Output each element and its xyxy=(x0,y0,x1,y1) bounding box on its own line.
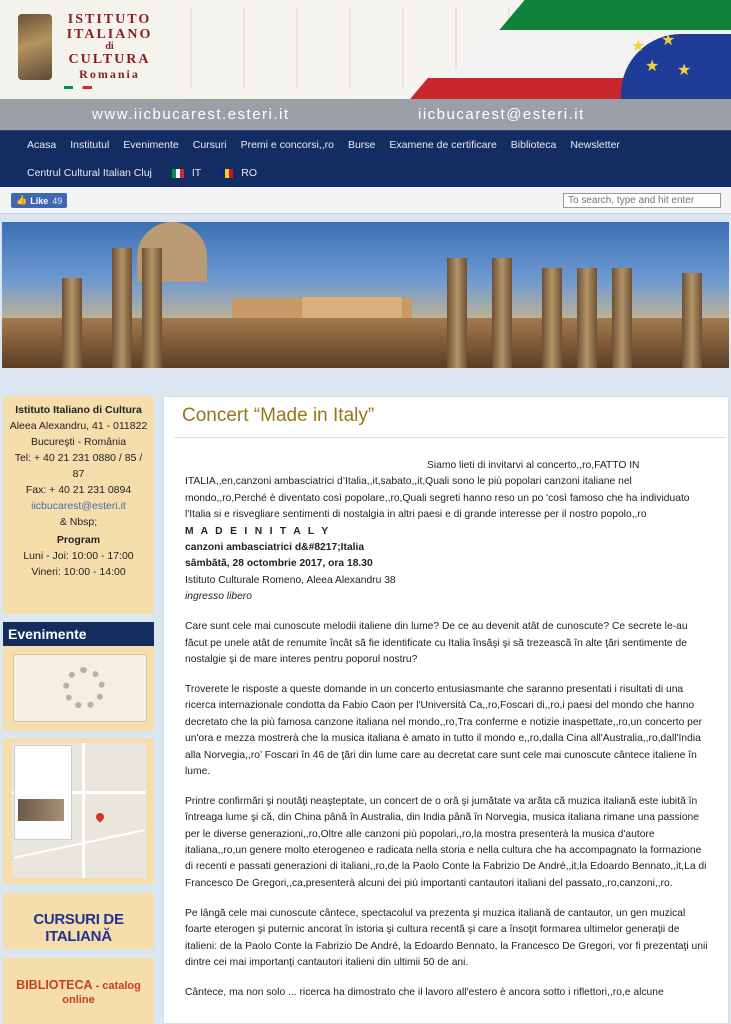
main-nav xyxy=(0,130,731,187)
logo-line: ITALIANO xyxy=(66,27,153,42)
map-place-photo xyxy=(18,799,64,821)
romania-flag-icon xyxy=(221,169,233,178)
nav-item-cluj[interactable]: Centrul Cultural Italian Cluj xyxy=(27,167,152,179)
nav-item-evenimente[interactable]: Evenimente xyxy=(123,139,179,151)
map-pin-icon[interactable] xyxy=(94,811,105,822)
language-it[interactable] xyxy=(172,167,201,179)
italian-flag-stripe-icon xyxy=(64,86,92,89)
loading-spinner-icon xyxy=(63,667,105,709)
logo-line: ISTITUTO xyxy=(67,12,152,27)
nav-row-primary xyxy=(27,139,634,151)
article-paragraph: Cântece, ma non solo ... ricerca ha dimostrato che il lavoro all'estero è ancora sotto i riflettori,,ro,e alcune xyxy=(185,986,664,998)
eu-flag-icon: ★ ★ ★ ★ xyxy=(621,34,731,99)
address-city: Bucureşti - România xyxy=(30,436,127,448)
events-heading[interactable]: Evenimente xyxy=(3,622,154,646)
courses-banner[interactable]: CURSURI DE ITALIANĂ xyxy=(3,893,154,949)
library-label: BIBLIOTECA xyxy=(16,978,93,992)
article-paragraph: Printre confirmări şi noutăţi neaşteptate, un concert de o oră şi jumătate va arăta că muzica italiană este iubită în întreaga lume şi că, din China până în Australia, din India până în Norvegia, musica italiana rimane una passione per le diverse generazioni,,ro,Oltre alle canzoni più popolari,,ro,la mostra presenterà la musica d'autore italiana,,ro,un genere molto eterogeneo e radicata nella storia e nella cultura che ha accompagnato la formazione di recenti e passati generazioni di italiani,,ro,de la Paolo Conte la Fabrizio De André,,it,la Edoardo Bennato,,it,La di Francesco De Gregori,,ca,presenterà alcuni dei più importanti cantautori italiani del passato,,ro,canzoni,,ro. xyxy=(185,795,707,889)
institute-name: Istituto Italiano di Cultura xyxy=(15,404,142,416)
library-sub-label: - catalog online xyxy=(62,980,141,1006)
event-entry: ingresso libero xyxy=(185,591,252,603)
map-widget xyxy=(3,738,154,884)
language-ro-label: RO xyxy=(241,167,257,179)
website-link[interactable]: www.iicbucarest.esteri.it xyxy=(92,106,290,123)
site-logo[interactable] xyxy=(62,12,157,82)
email-link[interactable]: iicbucarest@esteri.it xyxy=(418,106,585,123)
flag-banner-image xyxy=(311,0,731,99)
nav-item-premi[interactable]: Premi e concorsi,,ro xyxy=(240,139,334,151)
logo-line: CULTURA xyxy=(68,52,151,67)
address-line: Aleea Alexandru, 41 - 011822 xyxy=(9,420,148,432)
map-info-card xyxy=(14,745,72,840)
article-panel xyxy=(163,396,729,1024)
library-catalog-banner[interactable] xyxy=(3,958,154,1024)
events-slider[interactable] xyxy=(13,654,147,722)
hours-weekdays: Luni - Joi: 10:00 - 17:00 xyxy=(23,550,134,562)
logo-emblem-icon[interactable] xyxy=(18,14,52,80)
nav-item-institutul[interactable]: Institutul xyxy=(70,139,110,151)
intro-rest: ITALIA,,en,canzoni ambasciatrici d’Italia,,it,sabato,,it,Quali sono le più popolari canzoni italiane nel mondo,,ro,Perché è diventato così popolare,,ro,Quali segreti hanno reso un po 'così famoso che ha individuato l'Italia si e risvegliare sentimenti di nostalgia in altri paesi e di grande interesse per il nostro popolo,,ro xyxy=(185,476,690,521)
title-divider xyxy=(174,437,726,438)
events-widget xyxy=(3,646,154,731)
nav-item-examene[interactable]: Examene de certificare xyxy=(389,139,497,151)
article-paragraph: Pe lângă cele mai cunoscute cântece, spectacolul va prezenta şi muzica italiană de cantautor, un gen muzical foarte eterogen şi puternic ancorat în istoria şi cultura recentă şi care a însoţit formarea ultimelor generaţii de italieni: de la Paolo Conte la Fabrizio De André, la Edoardo Bennato, la Francesco De Gregori, vor fi prezentaţi unii dintre cei mai importanţi cantautori italieni din ultimii 50 de ani. xyxy=(185,907,708,968)
event-date: sâmbătă, 28 octombrie 2017, ora 18.30 xyxy=(185,558,373,570)
event-venue: Istituto Culturale Romeno, Aleea Alexandru 38 xyxy=(185,574,396,586)
like-label: Like xyxy=(30,195,49,206)
event-name: M A D E I N I T A L Y xyxy=(185,525,331,537)
hero-image xyxy=(2,222,729,368)
program-title: Program xyxy=(56,534,101,546)
hours-friday: Vineri: 10:00 - 14:00 xyxy=(31,566,126,578)
facebook-like-button[interactable] xyxy=(11,193,67,208)
fax-number: Fax: + 40 21 231 0894 xyxy=(25,484,132,496)
logo-line: di xyxy=(105,41,114,52)
like-count: 49 xyxy=(52,195,63,206)
article-paragraph: Care sunt cele mai cunoscute melodii italiene din lume? De ce au devenit atât de cunoscute? Ce secrete le-au făcut pe unele atât de renumite încât să fie identificate cu Italia însăşi şi să trezească în alte ţări sentimente de nostalgie şi de mare interes pentru poporul nostru? xyxy=(185,621,688,665)
search-input[interactable] xyxy=(563,193,721,208)
event-subtitle: canzoni ambasciatrici d&#8217;Italia xyxy=(185,542,365,554)
location-map[interactable] xyxy=(12,743,146,878)
intro-first-line: Siamo lieti di invitarvi al concerto,,ro,FATTO IN xyxy=(427,460,640,471)
article-body xyxy=(185,458,711,1015)
nav-item-newsletter[interactable]: Newsletter xyxy=(570,139,620,151)
sidebar-email-link[interactable]: iicbucarest@esteri.it xyxy=(31,500,126,512)
article-paragraph: Troverete le risposte a queste domande in un concerto entusiasmante che saranno presentati i risultati di una ricerca internazionale condotta da Fabio Caon per l'Università Ca,,ro,Foscari di,,ro,i paesi del mondo che hanno decretato che la più famosa canzone italiana nel mondo,,ro,Tra conferme e notizie inaspettate,,ro,un concerto per un'ora e mezza mostrerà che la musica italiana è amato in tutto il mondo e,,ro,dalla Cina all'Australia,,ro,dall'India alla Norvegia,,ro’ Foscari în 46 de ţări din lume care au decretat care sunt cele mai cunoscute cântece italiene în lume. xyxy=(185,683,703,777)
logo-line: Romania xyxy=(79,67,140,81)
intro-paragraph xyxy=(185,458,711,606)
thumbs-up-icon: 👍 xyxy=(16,195,28,205)
nav-item-biblioteca[interactable]: Biblioteca xyxy=(510,139,557,151)
italy-flag-icon xyxy=(172,169,184,178)
nbsp-text: & Nbsp; xyxy=(59,516,98,528)
nav-row-secondary xyxy=(27,167,277,179)
language-it-label: IT xyxy=(191,167,202,179)
contact-bar xyxy=(0,99,731,130)
phone-number: Tel: + 40 21 231 0880 / 85 / 87 xyxy=(14,452,143,480)
article-title: Concert “Made in Italy” xyxy=(182,405,375,426)
nav-item-cursuri[interactable]: Cursuri xyxy=(192,139,227,151)
language-ro[interactable] xyxy=(221,167,257,179)
nav-item-burse[interactable]: Burse xyxy=(347,139,376,151)
nav-item-acasa[interactable]: Acasa xyxy=(27,139,57,151)
contact-info-box xyxy=(3,396,154,614)
site-header xyxy=(0,0,731,99)
